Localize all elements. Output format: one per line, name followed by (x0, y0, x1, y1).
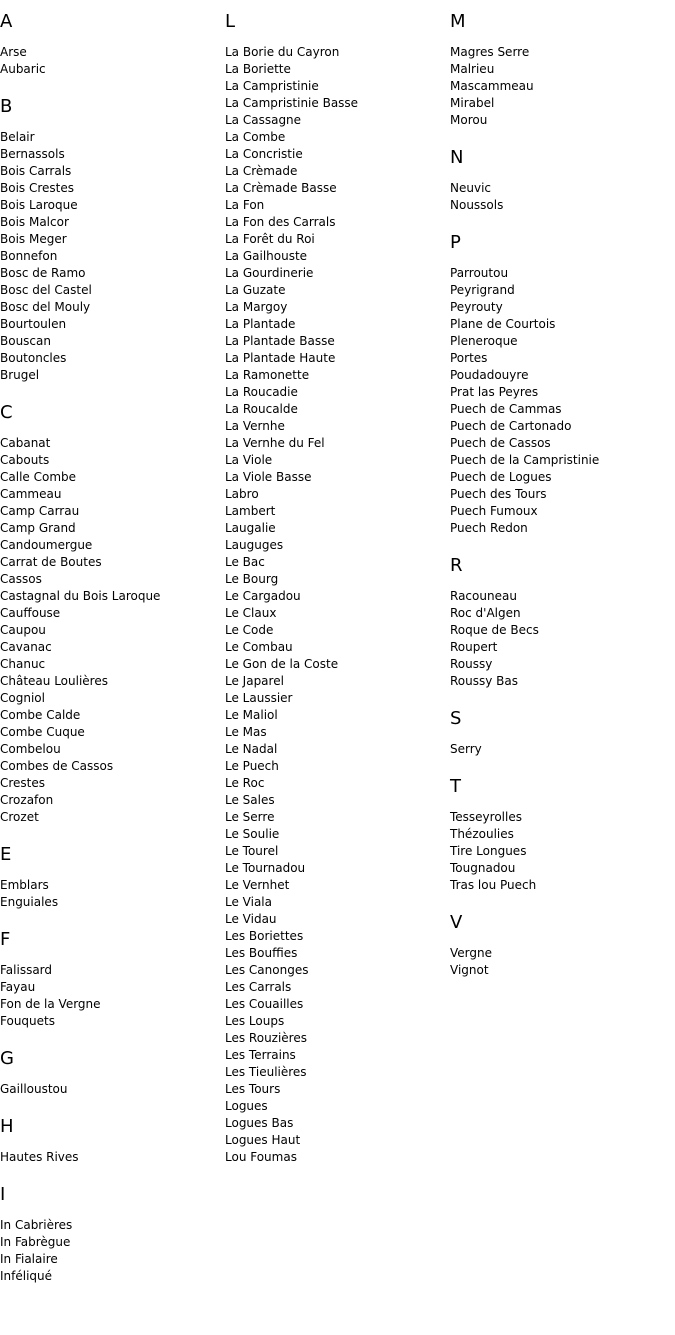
place-link-malrieu[interactable]: Malrieu (450, 62, 495, 76)
place-link-tesseyrolles[interactable]: Tesseyrolles (450, 810, 522, 824)
place-link-le-mas[interactable]: Le Mas (225, 725, 267, 739)
place-link-roc-d-algen[interactable]: Roc d'Algen (450, 606, 521, 620)
place-link-bosc-del-mouly[interactable]: Bosc del Mouly (0, 300, 91, 314)
place-link-les-boriettes[interactable]: Les Boriettes (225, 929, 304, 943)
place-link-cabanat[interactable]: Cabanat (0, 436, 51, 450)
place-link-magres-serre[interactable]: Magres Serre (450, 45, 530, 59)
place-link-lambert[interactable]: Lambert (225, 504, 276, 518)
place-link-puech-de-cartonado[interactable]: Puech de Cartonado (450, 419, 572, 433)
place-link-combes-de-cassos[interactable]: Combes de Cassos (0, 759, 114, 773)
place-link-bosc-de-ramo[interactable]: Bosc de Ramo (0, 266, 86, 280)
place-link-la-cassagne[interactable]: La Cassagne (225, 113, 302, 127)
place-link-les-carrals[interactable]: Les Carrals (225, 980, 292, 994)
place-link-serry[interactable]: Serry (450, 742, 482, 756)
place-link-emblars[interactable]: Emblars (0, 878, 49, 892)
place-link-le-gon-de-la-coste[interactable]: Le Gon de la Coste (225, 657, 339, 671)
place-link-mascammeau[interactable]: Mascammeau (450, 79, 534, 93)
place-link-hautes-rives[interactable]: Hautes Rives (0, 1150, 79, 1164)
place-link-bonnefon[interactable]: Bonnefon (0, 249, 58, 263)
index-column-1 (0, 12, 220, 1304)
place-link-racouneau[interactable]: Racouneau (450, 589, 517, 603)
place-link-combe-cuque[interactable]: Combe Cuque (0, 725, 85, 739)
place-link-noussols[interactable]: Noussols (450, 198, 504, 212)
place-link-le-tourel[interactable]: Le Tourel (225, 844, 279, 858)
place-link-vergne[interactable]: Vergne (450, 946, 492, 960)
letter-heading: I (0, 1184, 6, 1205)
place-link-le-vernhet[interactable]: Le Vernhet (225, 878, 290, 892)
place-link-mirabel[interactable]: Mirabel (450, 96, 495, 110)
place-link-bois-malcor[interactable]: Bois Malcor (0, 215, 69, 229)
place-link-la-vernhe-du-fel[interactable]: La Vernhe du Fel (225, 436, 325, 450)
place-link-roupert[interactable]: Roupert (450, 640, 498, 654)
place-link-crozet[interactable]: Crozet (0, 810, 39, 824)
place-link-cavanac[interactable]: Cavanac (0, 640, 52, 654)
place-link-portes[interactable]: Portes (450, 351, 488, 365)
letter-group-h (0, 1117, 220, 1166)
place-link-roque-de-becs[interactable]: Roque de Becs (450, 623, 539, 637)
letter-group-a (0, 12, 220, 78)
letter-group-n (450, 148, 670, 214)
place-link-peyrouty[interactable]: Peyrouty (450, 300, 503, 314)
place-link-le-claux[interactable]: Le Claux (225, 606, 277, 620)
letter-heading: P (450, 232, 461, 253)
place-link-la-plantade[interactable]: La Plantade (225, 317, 296, 331)
place-link-logues-bas[interactable]: Logues Bas (225, 1116, 294, 1130)
place-link-la-roucalde[interactable]: La Roucalde (225, 402, 298, 416)
place-link-calle-combe[interactable]: Calle Combe (0, 470, 77, 484)
letter-group-s (450, 709, 670, 758)
place-link-neuvic[interactable]: Neuvic (450, 181, 491, 195)
letter-group-v (450, 913, 670, 979)
place-link-in-cabrieres[interactable]: In Cabrières (0, 1218, 73, 1232)
place-link-la-gourdinerie[interactable]: La Gourdinerie (225, 266, 314, 280)
place-link-labro[interactable]: Labro (225, 487, 259, 501)
place-link-chateau-loulieres[interactable]: Château Loulières (0, 674, 108, 688)
place-link-les-tours[interactable]: Les Tours (225, 1082, 281, 1096)
place-link-plane-de-courtois[interactable]: Plane de Courtois (450, 317, 556, 331)
place-link-le-laussier[interactable]: Le Laussier (225, 691, 293, 705)
letter-group-i (0, 1185, 220, 1285)
place-link-parroutou[interactable]: Parroutou (450, 266, 509, 280)
place-link-lou-foumas[interactable]: Lou Foumas (225, 1150, 297, 1164)
place-link-les-rouzieres[interactable]: Les Rouzières (225, 1031, 307, 1045)
place-link-morou[interactable]: Morou (450, 113, 488, 127)
place-link-lauguges[interactable]: Lauguges (225, 538, 284, 552)
place-link-crozafon[interactable]: Crozafon (0, 793, 54, 807)
letter-heading: H (0, 1116, 14, 1137)
place-link-crestes[interactable]: Crestes (0, 776, 46, 790)
place-link-le-maliol[interactable]: Le Maliol (225, 708, 278, 722)
letter-heading: N (450, 147, 464, 168)
place-link-la-ramonette[interactable]: La Ramonette (225, 368, 310, 382)
place-link-le-bourg[interactable]: Le Bourg (225, 572, 279, 586)
letter-heading: C (0, 402, 13, 423)
place-link-le-sales[interactable]: Le Sales (225, 793, 275, 807)
letter-heading: M (450, 11, 466, 32)
letter-group-m (450, 12, 670, 129)
place-link-puech-de-logues[interactable]: Puech de Logues (450, 470, 552, 484)
place-link-la-plantade-haute[interactable]: La Plantade Haute (225, 351, 336, 365)
place-link-puech-fumoux[interactable]: Puech Fumoux (450, 504, 538, 518)
place-link-puech-de-cassos[interactable]: Puech de Cassos (450, 436, 551, 450)
letter-group-c (0, 403, 220, 826)
place-link-brugel[interactable]: Brugel (0, 368, 40, 382)
place-link-cassos[interactable]: Cassos (0, 572, 42, 586)
place-link-combe-calde[interactable]: Combe Calde (0, 708, 81, 722)
place-link-bernassols[interactable]: Bernassols (0, 147, 65, 161)
place-link-la-vernhe[interactable]: La Vernhe (225, 419, 285, 433)
place-link-tougnadou[interactable]: Tougnadou (450, 861, 516, 875)
index-column-2 (225, 12, 445, 1185)
place-link-puech-redon[interactable]: Puech Redon (450, 521, 528, 535)
place-link-le-soulie[interactable]: Le Soulie (225, 827, 280, 841)
place-link-la-combe[interactable]: La Combe (225, 130, 286, 144)
place-link-le-japarel[interactable]: Le Japarel (225, 674, 284, 688)
place-link-thezoulies[interactable]: Thézoulies (450, 827, 514, 841)
letter-heading: G (0, 1048, 14, 1069)
place-link-puech-de-la-campristinie[interactable]: Puech de la Campristinie (450, 453, 600, 467)
place-link-peyrigrand[interactable]: Peyrigrand (450, 283, 515, 297)
place-link-la-cremade[interactable]: La Crèmade (225, 164, 298, 178)
place-link-candoumergue[interactable]: Candoumergue (0, 538, 93, 552)
letter-heading: F (0, 929, 11, 950)
place-link-bosc-del-castel[interactable]: Bosc del Castel (0, 283, 92, 297)
place-link-bois-laroque[interactable]: Bois Laroque (0, 198, 78, 212)
letter-heading: S (450, 708, 462, 729)
letter-group-p (450, 233, 670, 537)
place-link-le-puech[interactable]: Le Puech (225, 759, 279, 773)
place-link-la-fon-des-carrals[interactable]: La Fon des Carrals (225, 215, 336, 229)
place-link-la-gailhouste[interactable]: La Gailhouste (225, 249, 308, 263)
letter-group-r (450, 556, 670, 690)
letter-heading: E (0, 844, 12, 865)
letter-heading: A (0, 11, 13, 32)
letter-heading: B (0, 96, 13, 117)
place-link-les-tieulieres[interactable]: Les Tieulières (225, 1065, 307, 1079)
place-link-in-fabregue[interactable]: In Fabrègue (0, 1235, 71, 1249)
place-link-enguiales[interactable]: Enguiales (0, 895, 59, 909)
place-link-les-canonges[interactable]: Les Canonges (225, 963, 309, 977)
letter-heading: V (450, 912, 463, 933)
place-link-camp-carrau[interactable]: Camp Carrau (0, 504, 80, 518)
place-link-la-fon[interactable]: La Fon (225, 198, 265, 212)
place-link-bois-carrals[interactable]: Bois Carrals (0, 164, 72, 178)
place-link-la-boriette[interactable]: La Boriette (225, 62, 291, 76)
place-link-la-campristinie-basse[interactable]: La Campristinie Basse (225, 96, 359, 110)
place-link-puech-de-cammas[interactable]: Puech de Cammas (450, 402, 562, 416)
place-link-la-viole-basse[interactable]: La Viole Basse (225, 470, 312, 484)
place-link-les-loups[interactable]: Les Loups (225, 1014, 285, 1028)
place-link-le-combau[interactable]: Le Combau (225, 640, 293, 654)
place-link-cauffouse[interactable]: Cauffouse (0, 606, 61, 620)
place-link-poudadouyre[interactable]: Poudadouyre (450, 368, 529, 382)
place-link-arse[interactable]: Arse (0, 45, 27, 59)
place-link-belair[interactable]: Belair (0, 130, 35, 144)
place-link-la-campristinie[interactable]: La Campristinie (225, 79, 319, 93)
letter-heading: R (450, 555, 463, 576)
place-link-logues[interactable]: Logues (225, 1099, 268, 1113)
place-link-bois-crestes[interactable]: Bois Crestes (0, 181, 74, 195)
place-link-la-roucadie[interactable]: La Roucadie (225, 385, 298, 399)
place-link-vignot[interactable]: Vignot (450, 963, 489, 977)
place-link-cammeau[interactable]: Cammeau (0, 487, 62, 501)
place-link-cogniol[interactable]: Cogniol (0, 691, 45, 705)
place-link-camp-grand[interactable]: Camp Grand (0, 521, 76, 535)
place-link-roussy[interactable]: Roussy (450, 657, 493, 671)
letter-group-g (0, 1049, 220, 1098)
place-link-gailloustou[interactable]: Gailloustou (0, 1082, 68, 1096)
place-link-les-couailles[interactable]: Les Couailles (225, 997, 304, 1011)
place-link-chanuc[interactable]: Chanuc (0, 657, 46, 671)
index-column-3 (450, 12, 670, 998)
place-link-boutoncles[interactable]: Boutoncles (0, 351, 67, 365)
letter-group-f (0, 930, 220, 1030)
place-link-tire-longues[interactable]: Tire Longues (450, 844, 527, 858)
place-link-le-nadal[interactable]: Le Nadal (225, 742, 278, 756)
letter-group-l (225, 12, 445, 1166)
letter-group-t (450, 777, 670, 894)
place-link-in-fialaire[interactable]: In Fialaire (0, 1252, 58, 1266)
place-link-pleneroque[interactable]: Pleneroque (450, 334, 518, 348)
place-link-le-viala[interactable]: Le Viala (225, 895, 272, 909)
place-link-combelou[interactable]: Combelou (0, 742, 61, 756)
letter-heading: L (225, 11, 236, 32)
place-link-la-cremade-basse[interactable]: La Crèmade Basse (225, 181, 337, 195)
place-link-les-terrains[interactable]: Les Terrains (225, 1048, 296, 1062)
place-link-roussy-bas[interactable]: Roussy Bas (450, 674, 519, 688)
place-link-la-borie-du-cayron[interactable]: La Borie du Cayron (225, 45, 340, 59)
place-link-la-margoy[interactable]: La Margoy (225, 300, 288, 314)
place-link-la-guzate[interactable]: La Guzate (225, 283, 286, 297)
place-link-le-code[interactable]: Le Code (225, 623, 274, 637)
place-link-bourtoulen[interactable]: Bourtoulen (0, 317, 67, 331)
place-link-logues-haut[interactable]: Logues Haut (225, 1133, 301, 1147)
place-link-caupou[interactable]: Caupou (0, 623, 46, 637)
place-link-puech-des-tours[interactable]: Puech des Tours (450, 487, 547, 501)
letter-group-b (0, 97, 220, 384)
place-link-aubaric[interactable]: Aubaric (0, 62, 46, 76)
place-link-le-roc[interactable]: Le Roc (225, 776, 265, 790)
place-link-tras-lou-puech[interactable]: Tras lou Puech (450, 878, 537, 892)
letter-heading: T (450, 776, 461, 797)
place-link-le-tournadou[interactable]: Le Tournadou (225, 861, 306, 875)
place-link-bouscan[interactable]: Bouscan (0, 334, 51, 348)
place-link-la-foret-du-roi[interactable]: La Forêt du Roi (225, 232, 315, 246)
place-link-le-serre[interactable]: Le Serre (225, 810, 275, 824)
place-link-le-cargadou[interactable]: Le Cargadou (225, 589, 301, 603)
place-link-la-plantade-basse[interactable]: La Plantade Basse (225, 334, 335, 348)
place-link-le-vidau[interactable]: Le Vidau (225, 912, 277, 926)
place-link-infelique[interactable]: Inféliqué (0, 1269, 53, 1283)
place-link-falissard[interactable]: Falissard (0, 963, 53, 977)
place-link-fouquets[interactable]: Fouquets (0, 1014, 55, 1028)
place-link-bois-meger[interactable]: Bois Meger (0, 232, 67, 246)
place-link-laugalie[interactable]: Laugalie (225, 521, 276, 535)
place-link-les-bouffies[interactable]: Les Bouffies (225, 946, 298, 960)
place-link-fayau[interactable]: Fayau (0, 980, 36, 994)
place-link-carrat-de-boutes[interactable]: Carrat de Boutes (0, 555, 102, 569)
place-link-fon-de-la-vergne[interactable]: Fon de la Vergne (0, 997, 101, 1011)
place-link-le-bac[interactable]: Le Bac (225, 555, 265, 569)
place-link-la-viole[interactable]: La Viole (225, 453, 273, 467)
place-link-castagnal-du-bois-laroque[interactable]: Castagnal du Bois Laroque (0, 589, 161, 603)
letter-group-e (0, 845, 220, 911)
place-link-prat-las-peyres[interactable]: Prat las Peyres (450, 385, 539, 399)
place-link-la-concristie[interactable]: La Concristie (225, 147, 303, 161)
place-link-cabouts[interactable]: Cabouts (0, 453, 50, 467)
